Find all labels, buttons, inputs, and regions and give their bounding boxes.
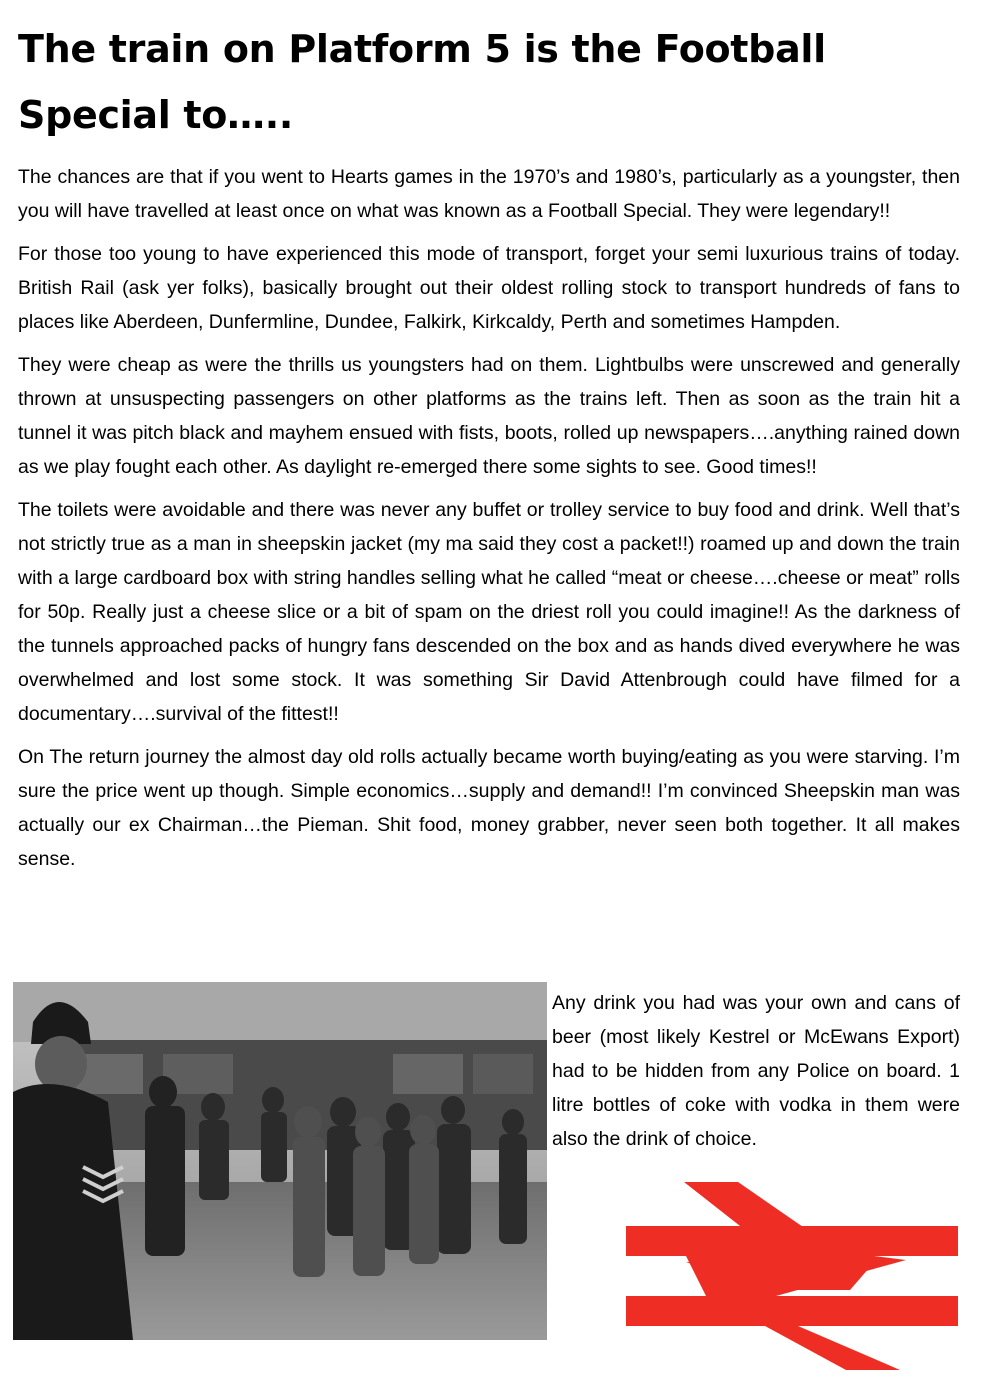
article-paragraph: The toilets were avoidable and there was never any buffet or trolley service to buy food and drink. Well that’s not strictly true as a man in sheepskin jacket (my ma said they cost a packet!!) roamed up and down the train with a large cardboard box with string handles selling what he called “meat or cheese….cheese or meat” rolls for 50p. Really just a cheese slice or a bit of spam on the driest roll you could imagine!! As the darkness of the tunnels approached packs of hungry fans descended on the box and as hands dived everywhere he was overwhelmed and lost some stock. It was something Sir David Attenbrough could have filmed for a documentary….survival of the fittest!!	[18, 499, 960, 725]
football-fans-platform-photo	[13, 982, 547, 1340]
article-body	[18, 160, 960, 885]
article-paragraph: For those too young to have experienced this mode of transport, forget your semi luxurious trains of today. British Rail (ask yer folks), basically brought out their oldest rolling stock to transport hundreds of fans to places like Aberdeen, Dunfermline, Dundee, Falkirk, Kirkcaldy, Perth and sometimes Hampden.	[18, 243, 960, 333]
side-paragraph: Any drink you had was your own and cans of beer (most likely Kestrel or McEwans Export) had to be hidden from any Police on board. 1 litre bottles of coke with vodka in them were also the drink of choice.	[552, 992, 960, 1150]
article-paragraph: They were cheap as were the thrills us youngsters had on them. Lightbulbs were unscrewed and generally thrown at unsuspecting passengers on other platforms as the trains left. Then as soon as the train hit a tunnel it was pitch black and mayhem ensued with fists, boots, rolled up newspapers….anything rained down as we play fought each other. As daylight re-emerged there some sights to see. Good times!!	[18, 354, 960, 478]
article-paragraph: The chances are that if you went to Hearts games in the 1970’s and 1980’s, particularly as a youngster, then you will have travelled at least once on what was known as a Football Special. They were legendary!!	[18, 166, 960, 222]
british-rail-double-arrow-icon	[626, 1182, 958, 1370]
article-paragraph: On The return journey the almost day old rolls actually became worth buying/eating as you were starving. I’m sure the price went up though. Simple economics…supply and demand!! I’m convinced Sheepskin man was actually our ex Chairman…the Pieman. Shit food, money grabber, never seen both together. It all makes sense.	[18, 746, 960, 870]
article-title: The train on Platform 5 is the Football Special to…..	[18, 27, 826, 137]
